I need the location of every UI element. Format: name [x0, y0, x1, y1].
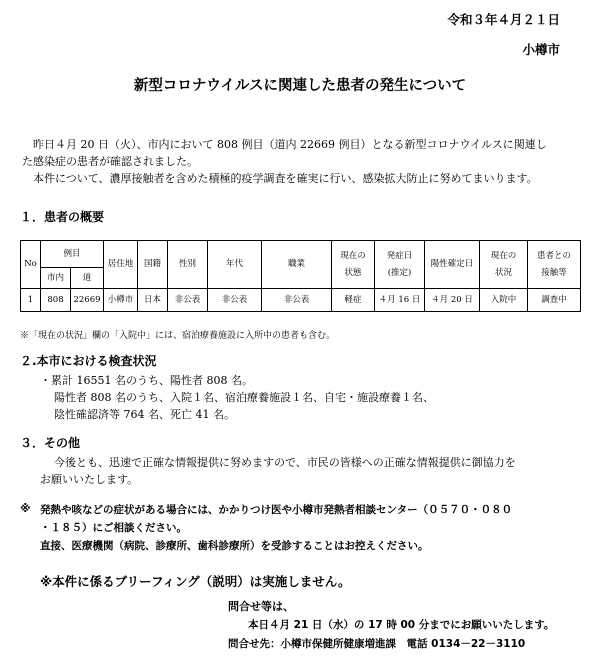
patient-table — [20, 240, 581, 312]
cell-age: 非公表 — [208, 289, 262, 312]
other-line-2: お願いいたします。 — [40, 473, 139, 486]
test-summary-line-2: 陽性者 808 名のうち、入院１名、宿泊療養施設１名、自宅・施設療養１名、 — [54, 391, 434, 404]
cell-occupation: 非公表 — [262, 289, 332, 312]
header-contacts-line-1: 患者との — [537, 250, 572, 261]
header-gender: 性別 — [168, 241, 208, 289]
header-status-line-1: 現在の — [490, 250, 517, 261]
header-onset-line-1: 発症日 — [386, 250, 413, 261]
header-condition-line-2: 状態 — [344, 267, 362, 278]
header-case-city: 市内 — [41, 268, 71, 289]
intro-line-2: た感染症の患者が確認されました。 — [22, 155, 198, 168]
cell-no: 1 — [21, 289, 41, 312]
header-contacts — [528, 241, 581, 289]
fever-notice-line-3: 直接、医療機関（病院、診療所、歯科診療所）を受診することはお控えください。 — [40, 540, 429, 552]
cell-status: 入院中 — [480, 289, 528, 312]
fever-notice-mark: ※ — [20, 502, 31, 515]
intro-paragraph — [22, 136, 547, 187]
cell-confirmed: ４月 20 日 — [425, 289, 480, 312]
header-condition-line-1: 現在の — [340, 250, 366, 261]
header-status — [480, 241, 528, 289]
cell-condition: 軽症 — [332, 289, 375, 312]
header-contacts-line-2: 接触等 — [541, 267, 567, 278]
cell-nationality: 日本 — [138, 289, 168, 312]
header-condition — [332, 241, 375, 289]
fever-notice-line-2: ・１８５）にご相談ください。 — [40, 522, 187, 534]
header-nationality: 国籍 — [138, 241, 168, 289]
cell-contacts: 調査中 — [528, 289, 581, 312]
cell-case-city: 808 — [41, 289, 71, 312]
inquiry-label: 問合せ等は、 — [228, 600, 294, 613]
table-note: ※「現在の状況」欄の「入院中」には、宿泊療養施設に入所中の患者も含む。 — [20, 331, 336, 341]
inquiry-deadline: 本日４月 21 日（水）の 17 時 00 分までにお願いいたします。 — [248, 619, 555, 631]
cell-case-pref: 22669 — [71, 289, 104, 312]
header-age: 年代 — [208, 241, 262, 289]
section-2-heading: ２.本市における検査状況 — [20, 354, 157, 368]
section-1-heading: １．患者の概要 — [20, 210, 105, 224]
cell-residence: 小樽市 — [104, 289, 138, 312]
fever-notice-line-1: 発熱や咳などの症状がある場合には、かかりつけ医や小樽市発熱者相談センター（０５７０・０８０ — [40, 504, 513, 516]
document-title: 新型コロナウイルスに関連した患者の発生について — [133, 78, 467, 94]
header-case: 例目 — [41, 241, 104, 268]
contact-info: 問合せ先：小樽市保健所健康増進課 電話 0134－22－3110 — [228, 638, 526, 650]
table-row — [21, 289, 581, 312]
header-onset — [375, 241, 425, 289]
cell-gender: 非公表 — [168, 289, 208, 312]
header-case-pref: 道 — [71, 268, 104, 289]
test-summary-line-1: ・累計 16551 名のうち、陽性者 808 名。 — [40, 374, 253, 387]
section-3-heading: ３．その他 — [20, 436, 81, 450]
intro-line-3: 本件について、濃厚接触者を含めた積極的疫学調査を確実に行い、感染拡大防止に努めてまいります。 — [33, 172, 538, 185]
briefing-notice: ※本件に係るブリーフィング（説明）は実施しません。 — [40, 574, 351, 589]
issuer-city: 小樽市 — [522, 42, 560, 57]
test-summary-line-3: 陰性確認済等 764 名、死亡 41 名。 — [54, 408, 235, 421]
header-onset-line-2: (推定) — [387, 267, 412, 278]
header-confirmed: 陽性確定日 — [425, 241, 480, 289]
document-date: 令和３年４月２１日 — [447, 12, 560, 27]
other-line-1: 今後とも、迅速で正確な情報提供に努めますので、市民の皆様への正確な情報提供に御協力を — [54, 456, 516, 469]
header-residence: 居住地 — [104, 241, 138, 289]
header-status-line-2: 状況 — [495, 267, 513, 278]
intro-line-1: 昨日４月 20 日（火）、市内において 808 例目（道内 22669 例目）となる新型コロナウイルスに関連し — [33, 138, 547, 151]
table-header-row — [21, 241, 581, 268]
header-occupation: 職業 — [262, 241, 332, 289]
header-no: No — [21, 241, 41, 289]
cell-onset: ４月 16 日 — [375, 289, 425, 312]
